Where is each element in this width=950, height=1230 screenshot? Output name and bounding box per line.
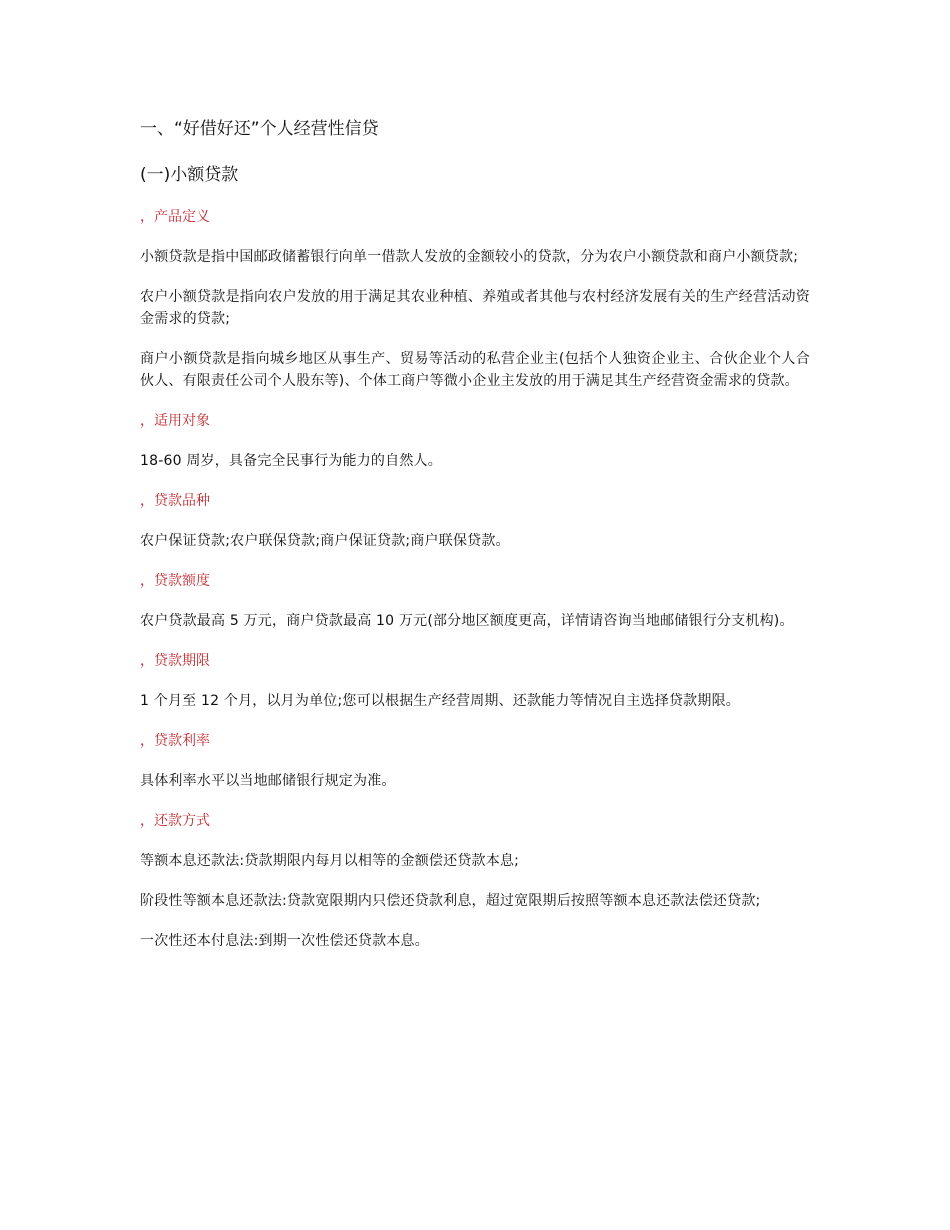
section-label: ，贷款期限 [140, 653, 210, 669]
paragraph: 一次性还本付息法:到期一次性偿还贷款本息。 [140, 933, 429, 949]
paragraph: 18-60 周岁，具备完全民事行为能力的自然人。 [140, 453, 442, 469]
paragraph: 小额贷款是指中国邮政储蓄银行向单一借款人发放的金额较小的贷款，分为农户小额贷款和商户小额贷款; [140, 249, 799, 265]
paragraph: 农户小额贷款是指向农户发放的用于满足其农业种植、养殖或者其他与农村经济发展有关的生产经营活动资金需求的贷款; [140, 289, 810, 327]
paragraph: 商户小额贷款是指向城乡地区从事生产、贸易等活动的私营企业主(包括个人独资企业主、合伙企业个人合伙人、有限责任公司个人股东等)、个体工商户等微小企业主发放的用于满足其生产经营资金需求的贷款。 [140, 351, 810, 389]
section-label: ，产品定义 [140, 209, 210, 225]
document-title: 一、“好借好还”个人经营性信贷 [140, 119, 379, 139]
paragraph: 农户贷款最高 5 万元，商户贷款最高 10 万元(部分地区额度更高，详情请咨询当地邮储银行分支机构)。 [140, 613, 794, 629]
paragraph: 等额本息还款法:贷款期限内每月以相等的金额偿还贷款本息; [140, 853, 520, 869]
paragraph: 具体利率水平以当地邮储银行规定为准。 [140, 773, 396, 789]
document-subtitle: (一)小额贷款 [140, 165, 239, 185]
section-loan-types [140, 490, 810, 552]
section-repayment-method [140, 810, 810, 952]
section-interest-rate [140, 730, 810, 792]
section-loan-amount [140, 570, 810, 632]
section-label: ，贷款利率 [140, 733, 210, 749]
section-loan-term [140, 650, 810, 712]
document-page [140, 116, 810, 970]
section-label: ，还款方式 [140, 813, 210, 829]
paragraph: 阶段性等额本息还款法:贷款宽限期内只偿还贷款利息，超过宽限期后按照等额本息还款法偿还贷款; [140, 893, 761, 909]
section-eligible-applicants [140, 410, 810, 472]
section-label: ，适用对象 [140, 413, 210, 429]
section-product-definition [140, 206, 810, 392]
section-label: ，贷款额度 [140, 573, 210, 589]
paragraph: 农户保证贷款;农户联保贷款;商户保证贷款;商户联保贷款。 [140, 533, 510, 549]
paragraph: 1 个月至 12 个月，以月为单位;您可以根据生产经营周期、还款能力等情况自主选择贷款期限。 [140, 693, 740, 709]
section-label: ，贷款品种 [140, 493, 210, 509]
